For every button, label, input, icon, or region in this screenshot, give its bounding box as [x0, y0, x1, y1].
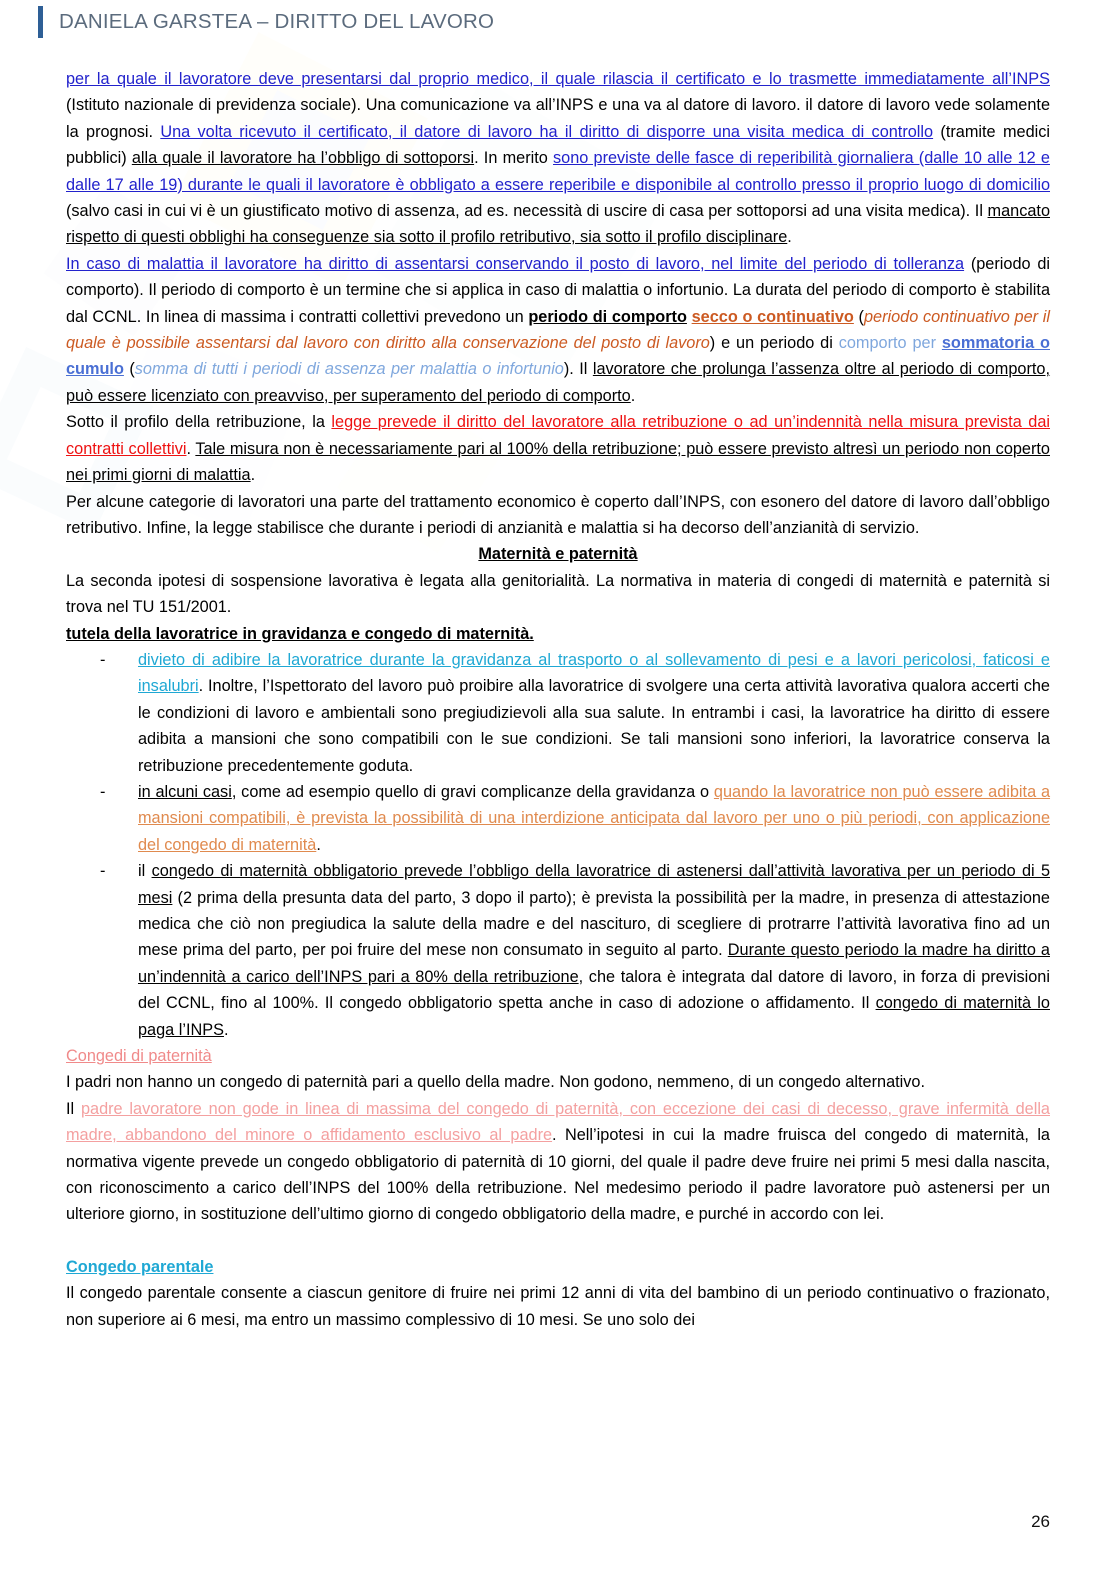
p2-segment-14: .	[630, 386, 636, 405]
p1-period: .	[787, 228, 792, 247]
page-header	[38, 6, 494, 38]
p2-segment-10: (	[123, 360, 135, 379]
heading-maternita-paternita	[66, 541, 1050, 567]
p2-segment-13: lavoratore che prolunga l’assenza oltre al periodo di comporto, può essere licenziato con preavviso, per superamento del periodo di comporto	[66, 360, 1051, 405]
p1-segment-4: (tramite medici pubblici)	[66, 122, 1050, 168]
p1-segment-8: (salvo casi in cui vi è un giustificato motivo di assenza, ad es. necessità di uscire di casa per sottoporsi ad una visita medica). Il	[66, 202, 988, 221]
p2-segment-6: periodo continuativo per il quale è possibile assentarsi dal lavoro con diritto alla conservazione del posto di lavoro	[66, 307, 1050, 353]
header-title: DANIELA GARSTEA – DIRITTO DEL LAVORO	[59, 10, 495, 33]
bullet3-segment-6: congedo di maternità lo paga l’INPS	[138, 994, 1050, 1039]
bullet3-segment-1: il	[138, 862, 152, 881]
p2-segment-5: (	[853, 307, 864, 326]
document-body	[66, 66, 1050, 1333]
p3-segment-2: legge prevede il diritto del lavoratore alla retribuzione o ad un’indennità nella misura prevista dai contratti collettivi	[66, 413, 1050, 458]
p3-segment-4: Tale misura non è necessariamente pari al 100% della retribuzione; può essere previsto altresì un periodo non coperto nei primi giorni di malattia	[66, 439, 1050, 485]
paragraph-padre-lavoratore	[66, 1096, 1050, 1228]
bullet3-segment-5: , che talora è integrata dal datore di lavoro, in forza di previsioni del CCNL, fino al 100%. Il congedo obbligatorio spetta anche in caso di adozione o affidamento. Il	[138, 967, 1050, 1013]
p2-segment-1: In caso di malattia il lavoratore ha diritto di assentarsi conservando il posto di lavoro, nel limite del periodo di tolleranza	[66, 254, 965, 273]
paragraph-padri-congedo: I padri non hanno un congedo di paternità pari a quello della madre. Non godono, nemmeno, di un congedo alternativo.	[66, 1073, 925, 1092]
list-item	[66, 779, 1050, 858]
list-item-marker: -	[100, 650, 106, 669]
section-spacer	[66, 1228, 1050, 1254]
paragraph-malattia-certificato	[66, 66, 1050, 251]
list-item-marker: -	[100, 862, 106, 881]
heading-tutela-lavoratrice	[66, 621, 1050, 647]
bullet3-segment-2: congedo di maternità obbligatorio prevede l’obbligo della lavoratrice di astenersi dall’attività lavorativa per un periodo di 5 mesi	[138, 862, 1050, 907]
bullet2-segment-2: , come ad esempio quello di gravi complicanze della gravidanza o	[231, 782, 714, 801]
paragraph-congedo-parentale: Il congedo parentale consente a ciascun genitore di fruire nei primi 12 anni di vita del bambino di un periodo continuativo o frazionato, non superiore ai 6 mesi, ma entro un massimo complessivo di 10 mesi. Se uno solo dei	[66, 1284, 1050, 1329]
p2-segment-8: comporto per	[838, 334, 942, 353]
p1-segment-1: per la quale il lavoratore deve presentarsi dal proprio medico, il quale rilascia il certificato e lo trasmette immediatamente all’INPS	[66, 70, 1050, 88]
p1-segment-3: Una volta ricevuto il certificato, il datore di lavoro ha il diritto di disporre una visita medica di controllo	[160, 122, 934, 141]
heading-congedi-paternita-text: Congedi di paternità	[66, 1047, 212, 1066]
p2-segment-7: ) e un periodo di	[709, 334, 839, 353]
p1-segment-7: sono previste delle fasce di reperibilità giornaliera (dalle 10 alle 12 e dalle 17 alle 19) durante le quali il lavoratore è obbligato a essere reperibile e disponibile al controllo presso il proprio luogo di domicilio	[66, 149, 1050, 194]
p3-segment-1: Sotto il profilo della retribuzione, la	[66, 413, 332, 432]
p7-segment-2: padre lavoratore non gode in linea di massima del congedo di paternità, con eccezione dei casi di decesso, grave infermità della madre, abbandono del minore o affidamento esclusivo al padre	[66, 1099, 1050, 1145]
bullet2-segment-3: quando la lavoratrice non può essere adibita a mansioni compatibili, è prevista la possibilità di una interdizione anticipata dal lavoro per uno o più periodi, con applicazione del congedo di maternità	[138, 782, 1051, 854]
p2-segment-2: (periodo di comporto). Il periodo di comporto è un termine che si applica in caso di malattia o infortunio. La durata del periodo di comporto è stabilita dal CCNL. In linea di massima i contratti collettivi prevedono un	[66, 254, 1050, 326]
list-item-marker: -	[100, 782, 106, 801]
bullet2-segment-4: .	[316, 835, 321, 854]
heading-congedi-paternita	[66, 1043, 1050, 1069]
paragraph-categorie-lavoratori: Per alcune categorie di lavoratori una parte del trattamento economico è coperto dall’INPS, con esonero del datore di lavoro dall’obbligo retributivo. Infine, la legge stabilisce che durante i periodi di anzianità e malattia si ha decorso dell’anzianità di servizio.	[66, 492, 1050, 537]
bullet1-segment-1: divieto di adibire la lavoratrice durante la gravidanza al trasporto o al sollevamento di pesi e a lavori pericolosi, faticosi e insalubri	[138, 650, 1050, 696]
header-accent-bar	[38, 6, 43, 38]
heading-congedo-parentale-text: Congedo parentale	[66, 1257, 214, 1276]
heading-tutela-lavoratrice-text: tutela della lavoratrice in gravidanza e congedo di maternità.	[66, 624, 534, 643]
paragraph-retribuzione	[66, 409, 1050, 488]
p7-segment-1: Il	[66, 1099, 81, 1118]
p1-segment-9: mancato rispetto di questi obblighi ha conseguenze sia sotto il profilo retributivo, sia sotto il profilo disciplinare	[66, 202, 1050, 247]
bullet2-segment-1: in alcuni casi	[138, 782, 232, 801]
p1-segment-2: (Istituto nazionale di previdenza sociale). Una comunicazione va all’INPS e una va al datore di lavoro. il datore di lavoro vede solamente la prognosi.	[66, 96, 1050, 141]
bullet3-segment-4: Durante questo periodo la madre ha diritto a un’indennità a carico dell’INPS pari a 80% della retribuzione	[138, 941, 1050, 986]
list-item	[66, 858, 1050, 1043]
p1-segment-5: alla quale il lavoratore ha l’obbligo di sottoporsi	[131, 149, 475, 168]
bullet3-segment-3: (2 prima della presunta data del parto, 3 dopo il parto); è prevista la possibilità per la madre, in presenza di attestazione medica che ciò non pregiudica la salute della madre e del nascituro, di scegliere di protrarre l’attività lavorativa fino ad un mese prima del parto, per poi fruire del mese non consumato in seguito al parto.	[138, 888, 1050, 960]
p3-segment-3: .	[186, 439, 196, 458]
p2-segment-11: somma di tutti i periodi di assenza per malattia o infortunio	[134, 360, 564, 379]
bullet1-segment-2: . Inoltre, l’Ispettorato del lavoro può proibire alla lavoratrice di svolgere una certa attività lavorativa qualora accerti che le condizioni di lavoro e ambientali sono pregiudizievoli alla sua salute. In entrambi i casi, la lavoratrice ha diritto di essere adibita a mansioni che sono compatibili con le sue condizioni. Se tali mansioni sono inferiori, la lavoratrice conserva la retribuzione precedentemente goduta.	[138, 677, 1050, 775]
page-number: 26	[1031, 1512, 1050, 1531]
heading-maternita-paternita-text: Maternità e paternità	[478, 545, 638, 564]
heading-congedo-parentale	[66, 1254, 1050, 1280]
paragraph-periodo-comporto	[66, 251, 1050, 409]
maternita-bullet-list	[66, 647, 1050, 1043]
p3-segment-5: .	[250, 466, 256, 485]
p1-segment-6: . In merito	[474, 149, 554, 168]
bullet3-segment-7: .	[223, 1020, 229, 1039]
p2-segment-12: ). Il	[563, 360, 593, 379]
p7-segment-3: . Nell’ipotesi in cui la madre fruisca del congedo di maternità, la normativa vigente prevede un congedo obbligatorio di paternità di 10 giorni, del quale il padre deve fruire nei primi 5 mesi dalla nascita, con riconoscimento a carico dell’INPS del 100% della retribuzione. Nel medesimo periodo il padre lavoratore può astenersi per un ulteriore giorno, in sostituzione dell’ultimo giorno di congedo obbligatorio della madre, e purché in accordo con lei.	[66, 1126, 1050, 1224]
p2-segment-9: sommatoria o cumulo	[66, 334, 1050, 379]
paragraph-seconda-ipotesi: La seconda ipotesi di sospensione lavorativa è legata alla genitorialità. La normativa in materia di congedi di maternità e paternità si trova nel TU 151/2001.	[66, 571, 1050, 617]
p2-segment-3: periodo di comporto	[528, 307, 687, 326]
p2-segment-4: secco o continuativo	[691, 307, 854, 326]
list-item	[66, 647, 1050, 779]
